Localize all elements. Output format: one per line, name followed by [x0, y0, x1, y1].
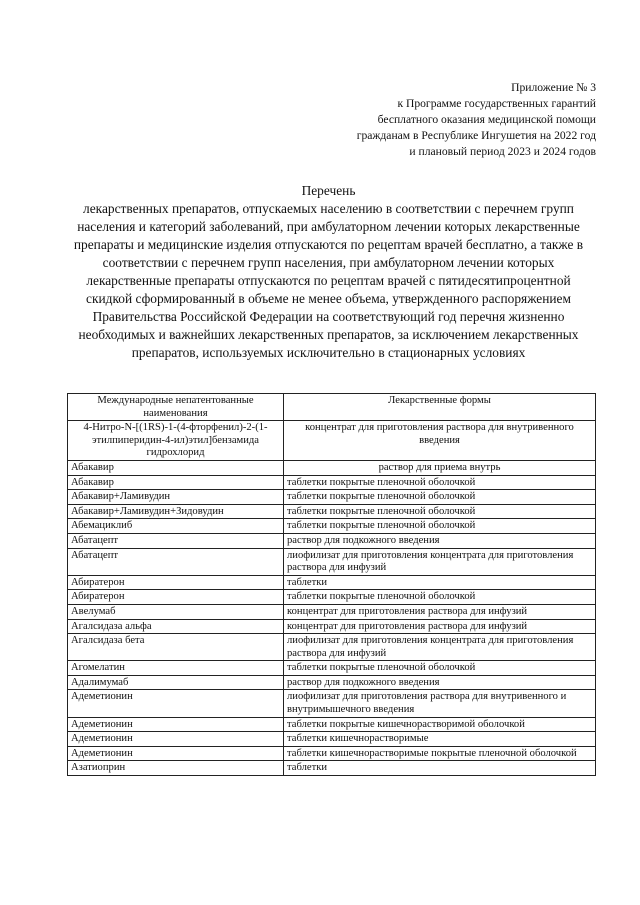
dosage-form-cell: концентрат для приготовления раствора для инфузий — [284, 619, 596, 634]
dosage-form-cell: раствор для приема внутрь — [284, 460, 596, 475]
drug-name-cell: Абатацепт — [68, 548, 284, 575]
table-row — [68, 460, 596, 475]
column-header-inn: Международные непатентованные наименования — [68, 394, 284, 421]
dosage-form-cell: таблетки — [284, 575, 596, 590]
dosage-form-cell: таблетки кишечнорастворимые — [284, 732, 596, 747]
drug-name-cell: Абакавир — [68, 460, 284, 475]
table-row — [68, 548, 596, 575]
annex-line: гражданам в Республике Ингушетия на 2022 год — [356, 129, 596, 142]
dosage-form-cell: раствор для подкожного введения — [284, 533, 596, 548]
annex-line: Приложение № 3 — [511, 81, 596, 94]
drug-name-cell: Адеметионин — [68, 732, 284, 747]
drug-name-cell: Адеметионин — [68, 717, 284, 732]
annex-header — [357, 80, 596, 160]
document-title — [62, 182, 595, 362]
drug-name-cell: Адеметионин — [68, 746, 284, 761]
dosage-form-cell: таблетки покрытые пленочной оболочкой — [284, 490, 596, 505]
table-row — [68, 575, 596, 590]
dosage-form-cell: таблетки покрытые пленочной оболочкой — [284, 475, 596, 490]
table-row — [68, 634, 596, 661]
table-row — [68, 619, 596, 634]
drug-name-cell: Абемациклиб — [68, 519, 284, 534]
table-row — [68, 533, 596, 548]
table-row — [68, 490, 596, 505]
dosage-form-cell: лиофилизат для приготовления концентрата для приготовления раствора для инфузий — [284, 634, 596, 661]
dosage-form-cell: таблетки покрытые кишечнорастворимой оболочкой — [284, 717, 596, 732]
dosage-form-cell: раствор для подкожного введения — [284, 675, 596, 690]
annex-line: и плановый период 2023 и 2024 годов — [409, 145, 596, 158]
drug-name-cell: 4-Нитро-N-[(1RS)-1-(4-фторфенил)-2-(1-этилпиперидин-4-ил)этил]бензамида гидрохлорид — [68, 421, 284, 461]
dosage-form-cell: концентрат для приготовления раствора для инфузий — [284, 604, 596, 619]
table-row — [68, 421, 596, 461]
dosage-form-cell: таблетки покрытые пленочной оболочкой — [284, 519, 596, 534]
dosage-form-cell: таблетки — [284, 761, 596, 776]
drug-name-cell: Адеметионин — [68, 690, 284, 717]
drug-name-cell: Абакавир+Ламивудин — [68, 490, 284, 505]
table-row — [68, 475, 596, 490]
drug-name-cell: Абакавир — [68, 475, 284, 490]
drug-name-cell: Абакавир+Ламивудин+Зидовудин — [68, 504, 284, 519]
drug-name-cell: Агалсидаза бета — [68, 634, 284, 661]
dosage-form-cell: таблетки покрытые пленочной оболочкой — [284, 590, 596, 605]
table-row — [68, 675, 596, 690]
table-row — [68, 519, 596, 534]
drug-name-cell: Агомелатин — [68, 661, 284, 676]
drug-name-cell: Абиратерон — [68, 575, 284, 590]
drug-name-cell: Азатиоприн — [68, 761, 284, 776]
dosage-form-cell: концентрат для приготовления раствора для внутривенного введения — [284, 421, 596, 461]
drug-name-cell: Авелумаб — [68, 604, 284, 619]
drug-name-cell: Абатацепт — [68, 533, 284, 548]
table-row — [68, 690, 596, 717]
dosage-form-cell: таблетки покрытые пленочной оболочкой — [284, 661, 596, 676]
table-row — [68, 504, 596, 519]
annex-line: бесплатного оказания медицинской помощи — [377, 113, 596, 126]
table-row — [68, 761, 596, 776]
column-header-forms: Лекарственные формы — [284, 394, 596, 421]
dosage-form-cell: таблетки кишечнорастворимые покрытые пленочной оболочкой — [284, 746, 596, 761]
table-body — [68, 421, 596, 776]
table-row — [68, 590, 596, 605]
title-heading: Перечень — [301, 183, 356, 198]
dosage-form-cell: лиофилизат для приготовления раствора для внутривенного и внутримышечного введения — [284, 690, 596, 717]
drug-name-cell: Агалсидаза альфа — [68, 619, 284, 634]
dosage-form-cell: таблетки покрытые пленочной оболочкой — [284, 504, 596, 519]
annex-line: к Программе государственных гарантий — [397, 97, 596, 110]
drug-name-cell: Адалимумаб — [68, 675, 284, 690]
table-row — [68, 746, 596, 761]
table-row — [68, 732, 596, 747]
drug-list-table — [67, 393, 596, 776]
drug-name-cell: Абиратерон — [68, 590, 284, 605]
dosage-form-cell: лиофилизат для приготовления концентрата для приготовления раствора для инфузий — [284, 548, 596, 575]
table-header-row — [68, 394, 596, 421]
title-body: лекарственных препаратов, отпускаемых населению в соответствии с перечнем групп населения и категорий заболеваний, при амбулаторном лечении которых лекарственные препараты и медицинские изделия отпускаются по рецептам врачей бесплатно, а также в соответствии с перечнем групп населения, при амбулаторном лечении которых лекарственные препараты отпускаются по рецептам врачей с пятидесятипроцентной скидкой сформированный в объеме не менее объема, утвержденного распоряжением Правительства Российской Федерации на соответствующий год перечня жизненно необходимых и важнейших лекарственных препаратов, за исключением лекарственных препаратов, используемых исключительно в стационарных условиях — [73, 201, 584, 360]
table-row — [68, 661, 596, 676]
table-row — [68, 604, 596, 619]
table-row — [68, 717, 596, 732]
